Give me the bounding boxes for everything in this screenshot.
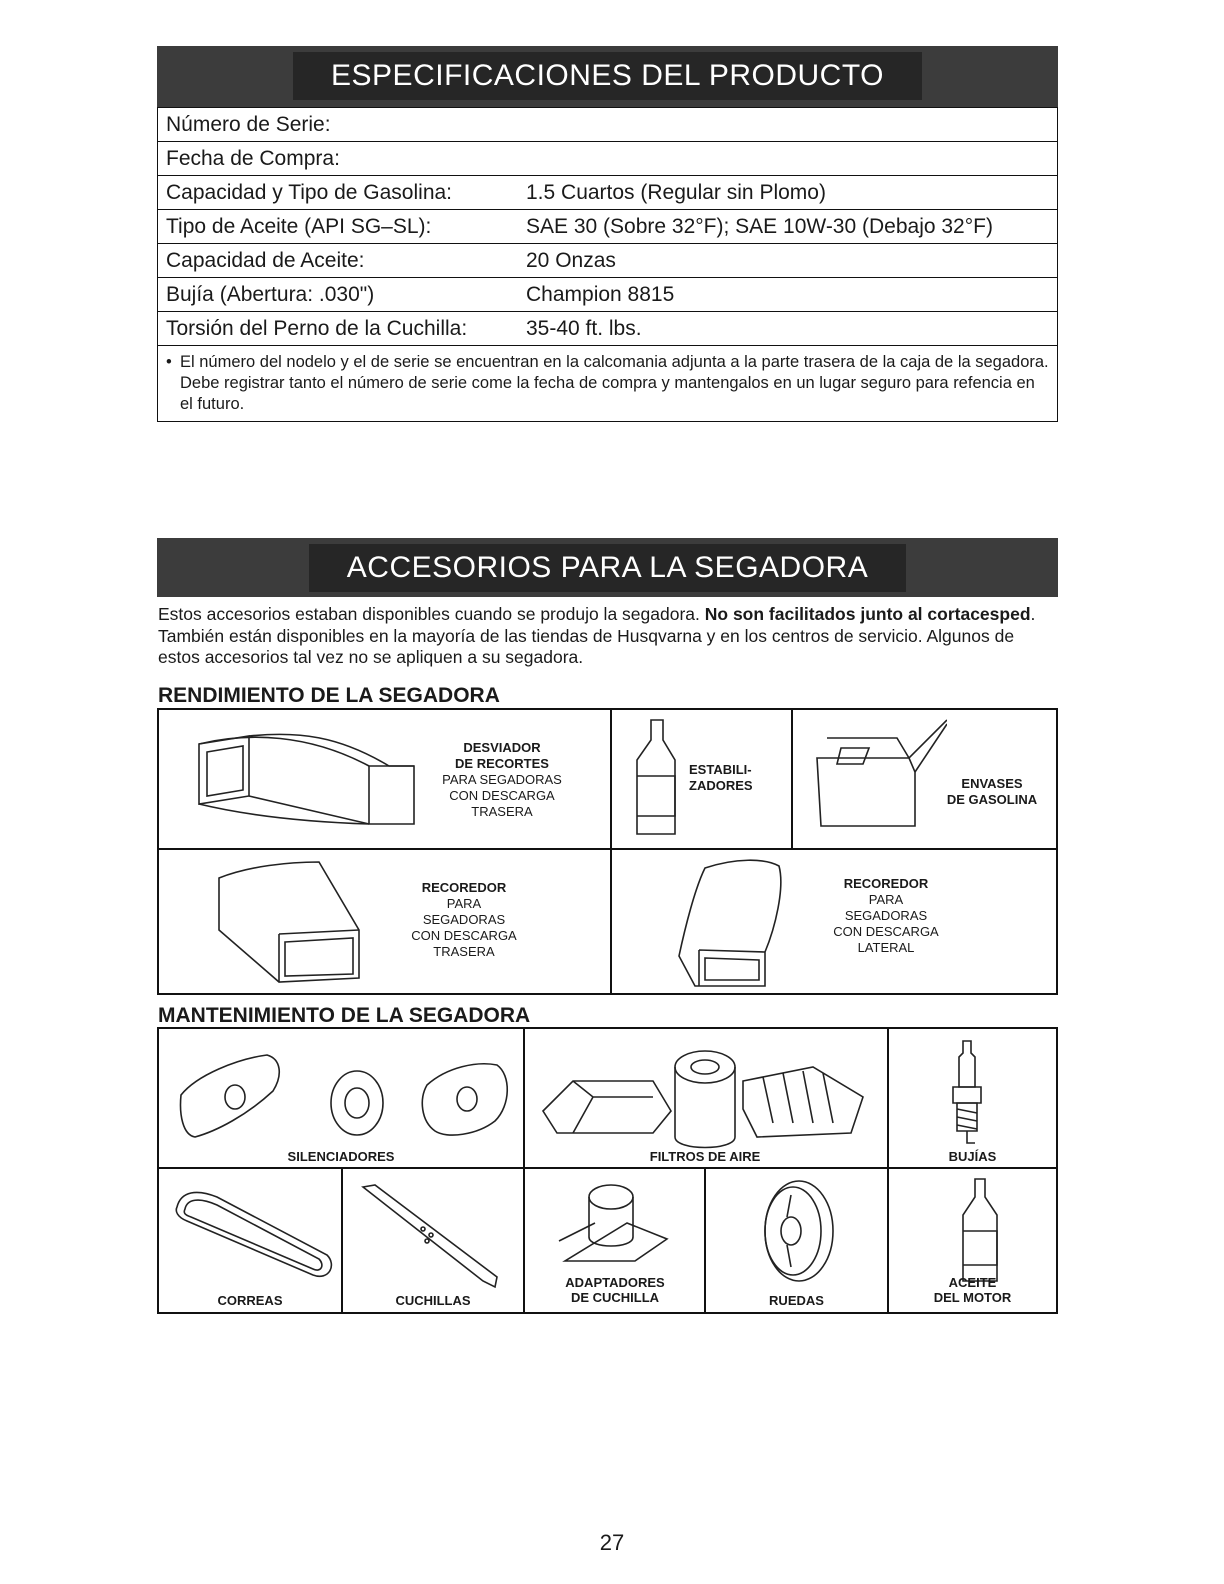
- label-line: LATERAL: [857, 940, 915, 955]
- spec-value: SAE 30 (Sobre 32°F); SAE 10W-30 (Debajo 32°F): [526, 214, 993, 238]
- spec-label: Tipo de Aceite (API SG–SL):: [166, 214, 432, 238]
- label-line: CON DESCARGA: [411, 928, 517, 943]
- belt-icon: [167, 1181, 337, 1285]
- gas-can-icon: [807, 718, 947, 838]
- divider: [887, 1029, 889, 1312]
- divider: [523, 1029, 525, 1312]
- spec-label: Capacidad de Aceite:: [166, 248, 365, 272]
- label-line: DE RECORTES: [455, 756, 549, 771]
- spark-plugs-label: BUJÍAS: [948, 1149, 997, 1164]
- blade-adapter-icon: [555, 1179, 673, 1271]
- label-line: DE CUCHILLA: [570, 1290, 660, 1305]
- stabilizers-label: [689, 762, 779, 794]
- spec-row: [158, 277, 1057, 311]
- spec-label: Número de Serie:: [166, 112, 331, 136]
- divider: [610, 710, 612, 993]
- engine-oil-label: [889, 1275, 1056, 1305]
- deflector-label: [427, 740, 577, 820]
- label-line: PARA SEGADORAS: [442, 772, 562, 787]
- label-line: SEGADORAS: [844, 908, 928, 923]
- label-line: ENVASES: [961, 776, 1023, 791]
- side-bagger-label: [821, 876, 951, 956]
- wheels-label: RUEDAS: [769, 1293, 824, 1308]
- spec-label: Capacidad y Tipo de Gasolina:: [166, 180, 453, 204]
- spec-note: [158, 345, 1057, 421]
- blade-adapters-label: [525, 1275, 705, 1305]
- label-line: PARA: [446, 896, 482, 911]
- wheel-icon: [757, 1177, 843, 1287]
- spec-row: [158, 141, 1057, 175]
- label-line: TRASERA: [433, 944, 495, 959]
- spec-value: 20 Onzas: [526, 248, 616, 272]
- divider: [791, 710, 793, 848]
- accessories-title: ACCESORIOS PARA LA SEGADORA: [309, 544, 906, 592]
- maintenance-grid: [157, 1027, 1058, 1314]
- side-bagger-icon: [675, 858, 785, 990]
- blade-icon: [357, 1181, 507, 1289]
- label-line: DE GASOLINA: [946, 792, 1038, 807]
- divider: [159, 848, 1056, 850]
- rear-bagger-icon: [209, 858, 369, 986]
- label-line: CON DESCARGA: [449, 788, 555, 803]
- stabilizer-bottle-icon: [627, 716, 687, 840]
- maintenance-title: MANTENIMIENTO DE LA SEGADORA: [158, 1004, 531, 1027]
- label-line: PARA: [868, 892, 904, 907]
- engine-oil-bottle-icon: [953, 1175, 1007, 1287]
- performance-title: RENDIMIENTO DE LA SEGADORA: [158, 684, 500, 707]
- label-line: ZADORES: [689, 778, 753, 793]
- spec-banner: [157, 46, 1058, 107]
- label-line: ADAPTADORES: [565, 1275, 665, 1290]
- divider: [159, 1167, 1056, 1169]
- spark-plug-icon: [945, 1037, 989, 1149]
- spec-row: [158, 243, 1057, 277]
- spec-table: [157, 107, 1058, 422]
- gas-cans-label: [939, 776, 1045, 808]
- accessories-intro: [158, 604, 1058, 669]
- spec-note-text: El número del nodelo y el de serie se encuentran en la calcomania adjunta a la parte trasera de la caja de la segadora. Debe registrar tanto el número de serie come la fecha de compra y mantengalos en un lugar seguro para refencia en el futuro.: [180, 353, 1049, 413]
- spec-label: Torsión del Perno de la Cuchilla:: [166, 316, 468, 340]
- spec-title: ESPECIFICACIONES DEL PRODUCTO: [293, 52, 922, 100]
- deflector-icon: [189, 726, 419, 838]
- spec-row: [158, 311, 1057, 345]
- label-line: RECOREDOR: [843, 876, 929, 891]
- accessories-banner: [157, 538, 1058, 597]
- page-number: 27: [599, 1530, 625, 1555]
- spec-label: Bujía (Abertura: .030"): [166, 282, 375, 306]
- performance-grid: [157, 708, 1058, 995]
- label-line: ACEITE: [948, 1275, 997, 1290]
- mufflers-label: SILENCIADORES: [287, 1149, 395, 1164]
- intro-text: . También están disponibles en la mayoría de las tiendas de Husqvarna y en los centros de servicio. Algunos de estos accesorios tal vez no se apliquen a su segadora.: [158, 604, 1036, 667]
- spec-value: 35-40 ft. lbs.: [526, 316, 642, 340]
- label-line: ESTABILI-: [689, 762, 752, 777]
- spec-value: Champion 8815: [526, 282, 675, 306]
- bullet-icon: •: [166, 353, 172, 371]
- label-line: DEL MOTOR: [933, 1290, 1012, 1305]
- rear-bagger-label: [399, 880, 529, 960]
- divider: [341, 1169, 343, 1312]
- label-line: CON DESCARGA: [833, 924, 939, 939]
- air-filter-icon: [533, 1037, 877, 1155]
- label-line: SEGADORAS: [422, 912, 506, 927]
- spec-row: [158, 175, 1057, 209]
- intro-bold-text: No son facilitados junto al cortacesped: [704, 604, 1031, 624]
- belts-label: CORREAS: [217, 1293, 283, 1308]
- spec-row: [158, 209, 1057, 243]
- spec-value: 1.5 Cuartos (Regular sin Plomo): [526, 180, 826, 204]
- label-line: TRASERA: [471, 804, 533, 819]
- label-line: RECOREDOR: [421, 880, 507, 895]
- air-filters-label: FILTROS DE AIRE: [649, 1149, 761, 1164]
- muffler-icon: [177, 1045, 517, 1151]
- spec-label: Fecha de Compra:: [166, 146, 340, 170]
- intro-text: Estos accesorios estaban disponibles cuando se produjo la segadora.: [158, 604, 705, 624]
- blades-label: CUCHILLAS: [395, 1293, 471, 1308]
- spec-row: [158, 107, 1057, 141]
- label-line: DESVIADOR: [463, 740, 541, 755]
